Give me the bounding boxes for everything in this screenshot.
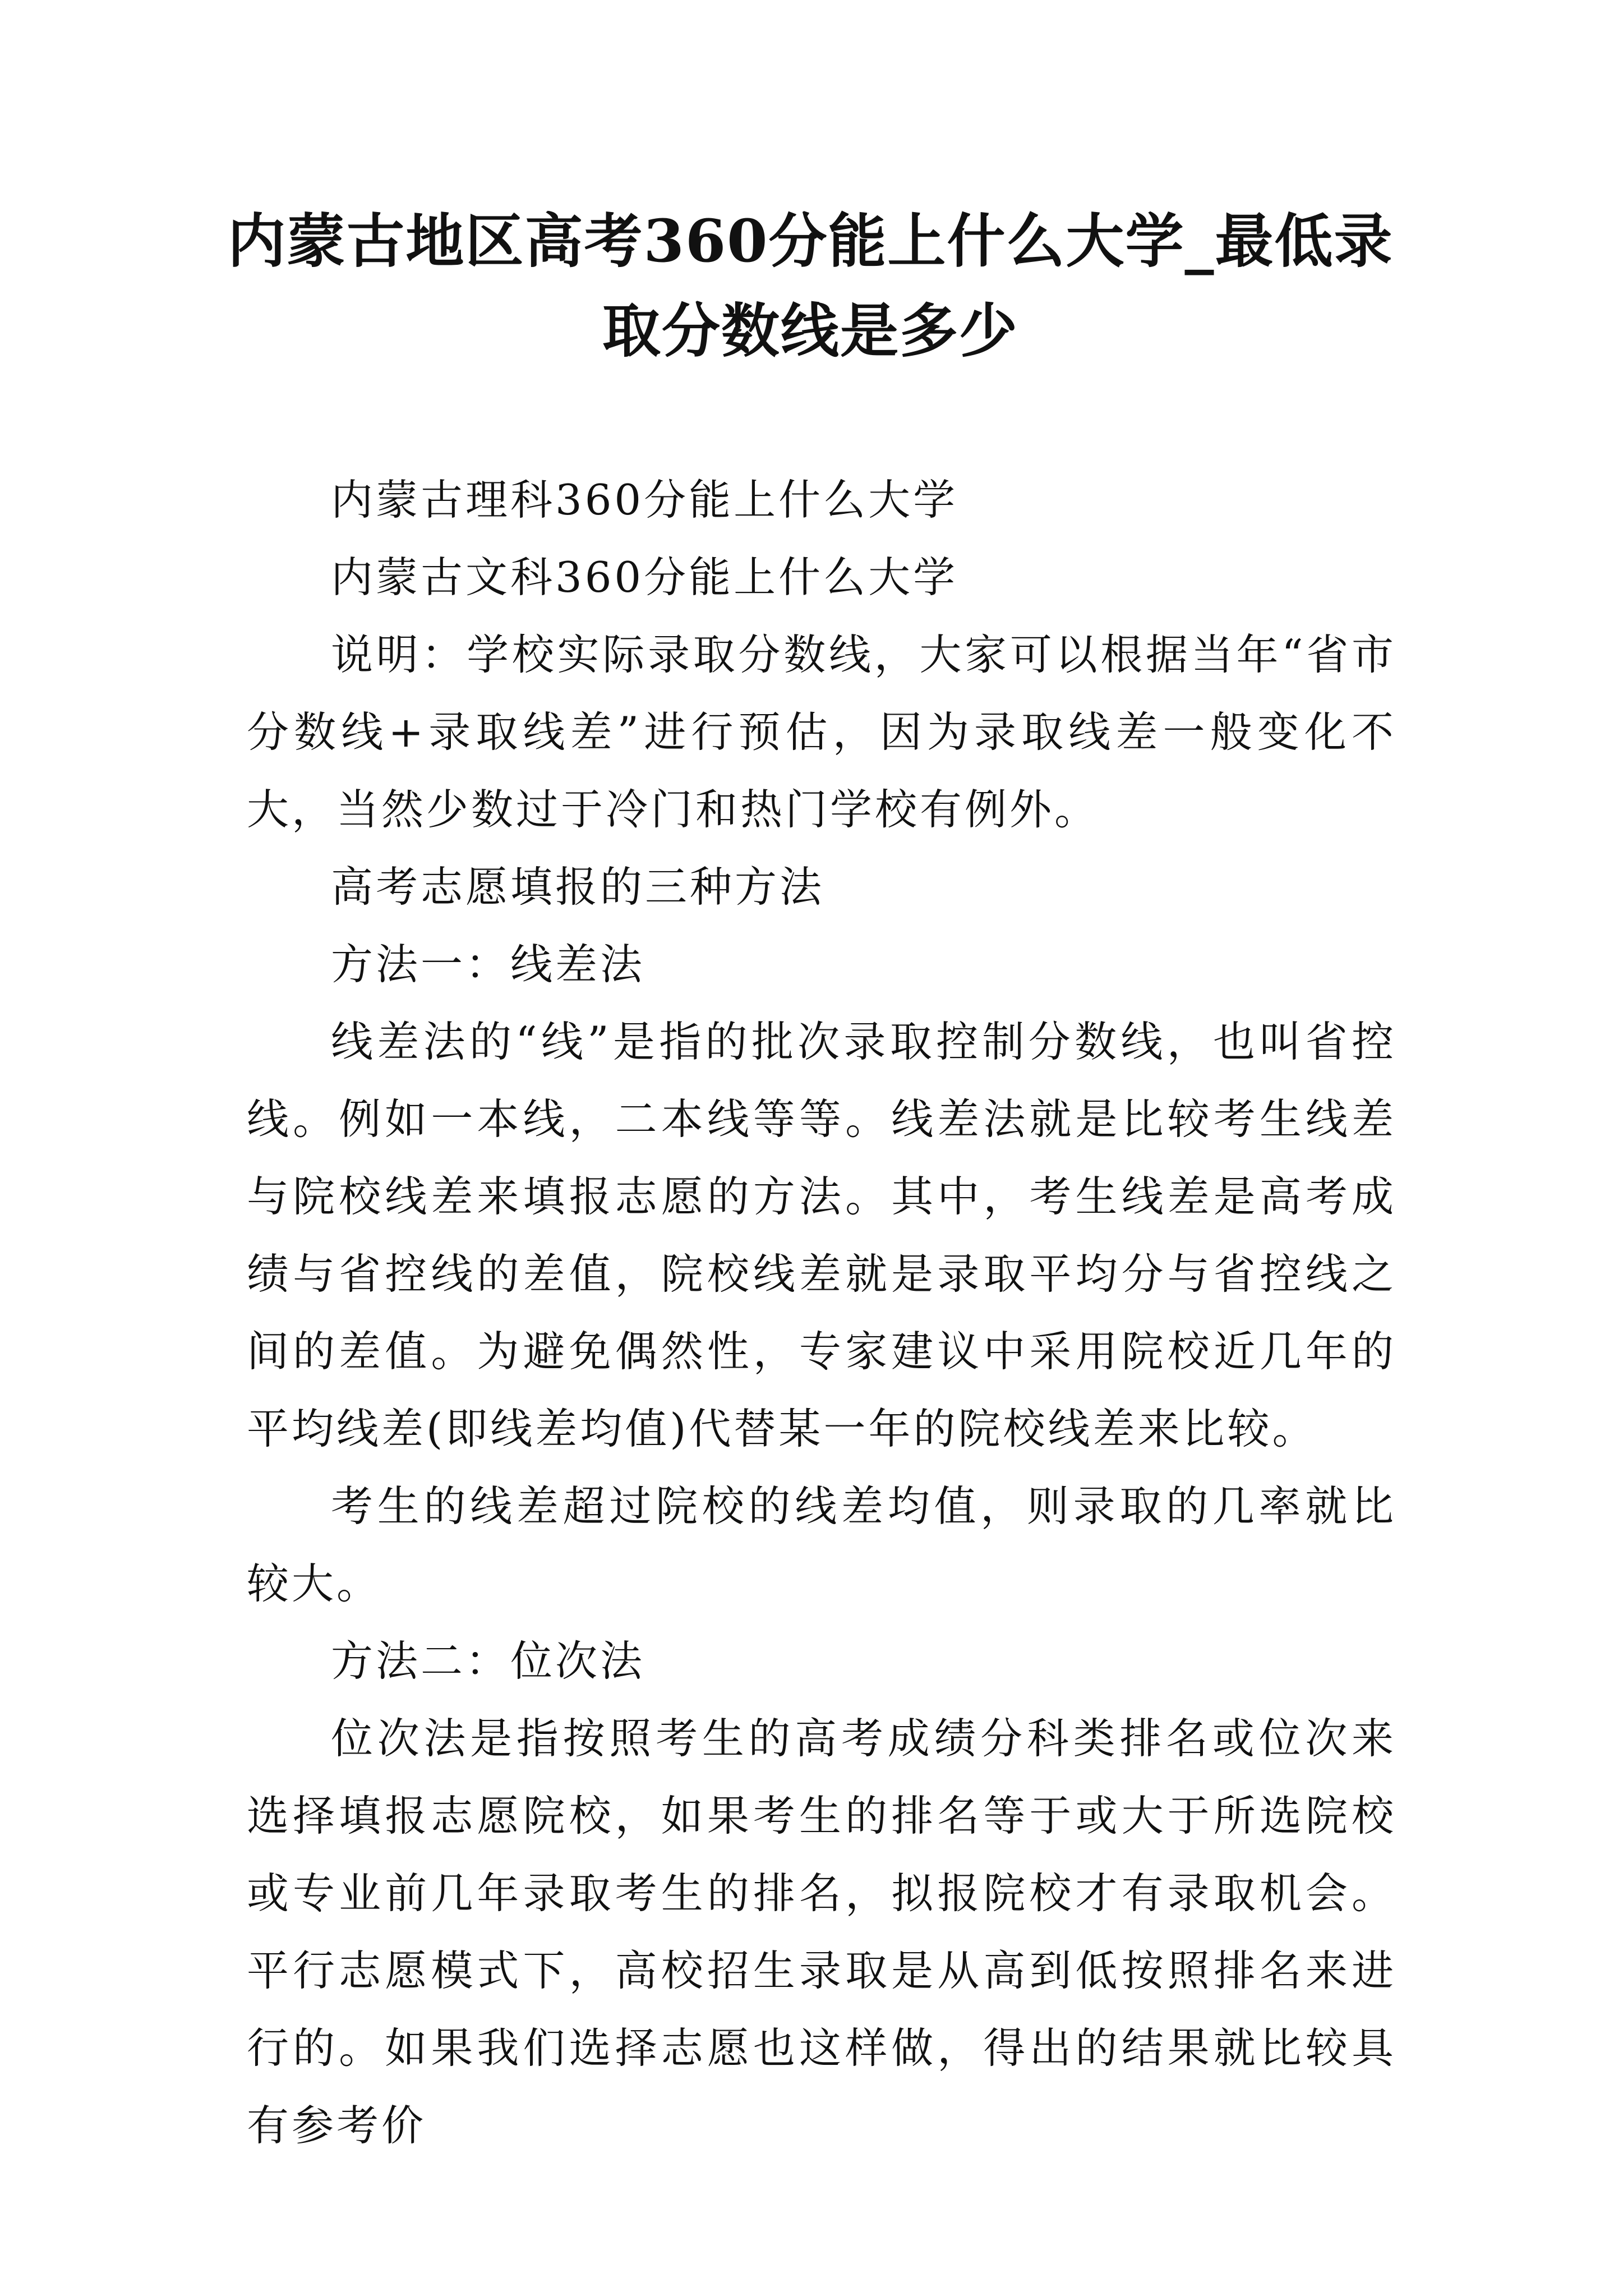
section-heading-three-methods: 高考志愿填报的三种方法	[331, 862, 825, 912]
method-one-heading: 方法一：线差法	[331, 940, 645, 989]
paragraph-explanation: 说明：学校实际录取分数线，大家可以根据当年“省市分数线+录取线差”进行预估，因为录取线差一般变化不大，当然少数过于冷门和热门学校有例外。	[247, 630, 1396, 834]
document-title: 内蒙古地区高考360分能上什么大学_最低录取分数线是多少	[227, 206, 1394, 365]
method-two-heading: 方法二：位次法	[331, 1636, 645, 1686]
document-body	[247, 461, 1396, 2164]
paragraph-line-difference-conclusion: 考生的线差超过院校的线差均值，则录取的几率就比较大。	[247, 1481, 1396, 1608]
paragraph-arts-360: 内蒙古文科360分能上什么大学	[331, 553, 958, 602]
paragraph-line-difference-method: 线差法的“线”是指的批次录取控制分数线，也叫省控线。例如一本线，二本线等等。线差法就是比较考生线差与院校线差来填报志愿的方法。其中，考生线差是高考成绩与省控线的差值，院校线差就是录取平均分与省控线之间的差值。为避免偶然性，专家建议中采用院校近几年的平均线差(即线差均值)代替某一年的院校线差来比较。	[247, 1017, 1396, 1453]
paragraph-science-360: 内蒙古理科360分能上什么大学	[331, 475, 958, 524]
paragraph-ranking-method: 位次法是指按照考生的高考成绩分科类排名或位次来选择填报志愿院校，如果考生的排名等于或大于所选院校或专业前几年录取考生的排名，拟报院校才有录取机会。平行志愿模式下，高校招生录取是从高到低按照排名来进行的。如果我们选择志愿也这样做，得出的结果就比较具有参考价	[247, 1714, 1396, 2150]
